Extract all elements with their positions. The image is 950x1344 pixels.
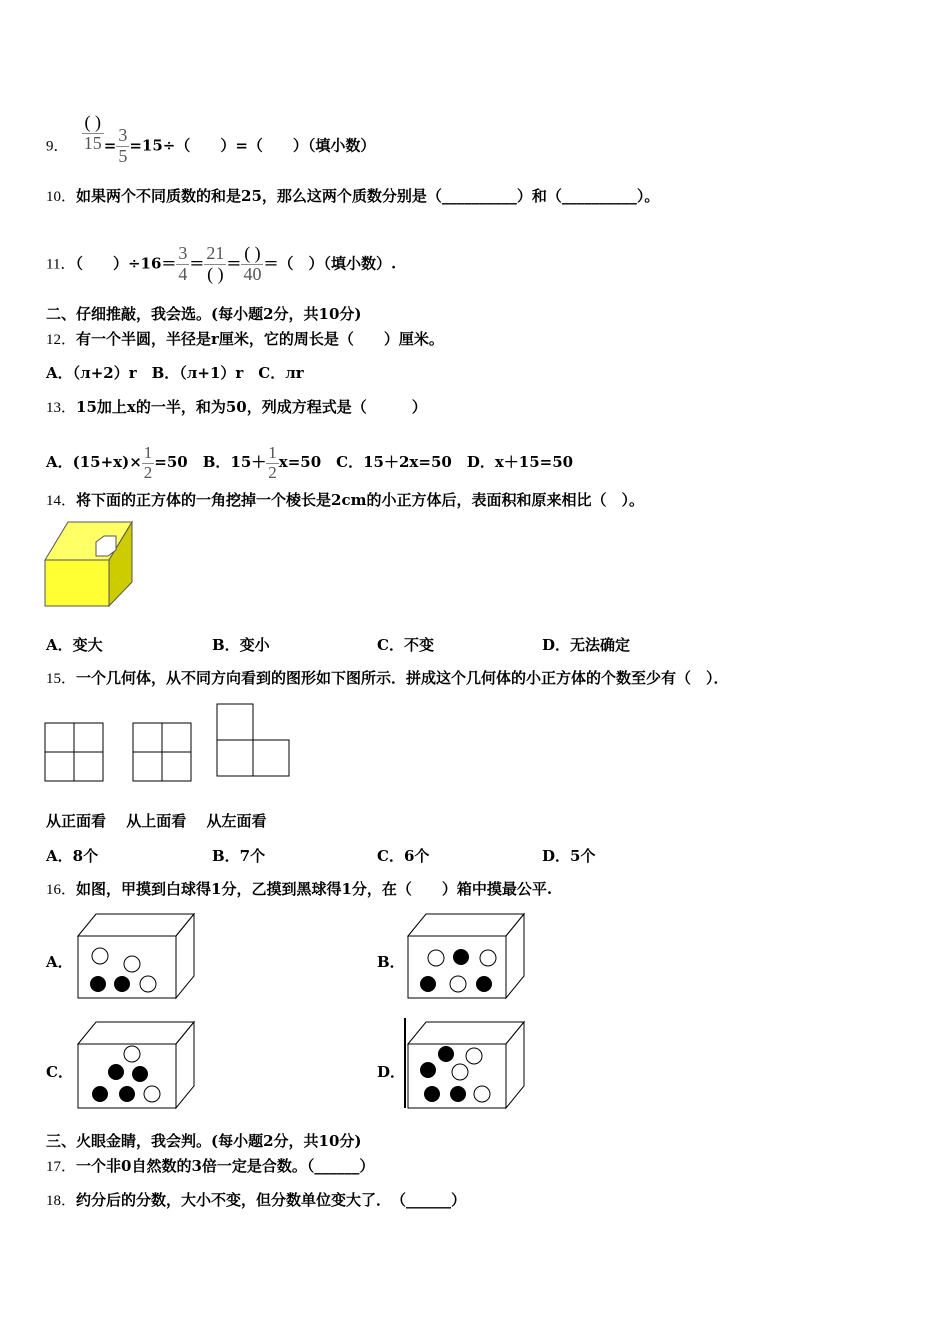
q15-option-d: D．5个: [542, 847, 596, 865]
section-3-heading: 三、火眼金睛，我会判。(每小题2分，共10分): [46, 1132, 362, 1150]
black-ball: [420, 1062, 436, 1078]
white-ball: [428, 950, 444, 966]
q16-option-d-label: D．: [377, 1063, 406, 1081]
question-17: 17．一个非0自然数的3倍一定是合数。（______）: [46, 1157, 375, 1175]
question-16: 16．如图，甲摸到白球得1分，乙摸到黑球得1分，在（ ）箱中摸最公平.: [46, 880, 553, 898]
fraction: $\frac{21}{( )}$: [206, 243, 225, 284]
white-ball: [466, 1048, 482, 1064]
question-14: 14．将下面的正方体的一角挖掉一个棱长是2cm的小正方体后，表面积和原来相比（ ）。: [46, 491, 644, 509]
fraction: $\frac{3}{4}$: [178, 243, 188, 284]
front-view-figure: [44, 722, 104, 782]
question-12-options: A．（л+2）r B．（л+1）r C．лr: [46, 364, 304, 382]
q16-option-b-label: B．: [377, 953, 405, 971]
black-ball: [424, 1086, 440, 1102]
black-ball: [453, 949, 469, 965]
white-ball: [124, 1046, 140, 1062]
fraction: $\frac{( )}{15}$: [83, 112, 102, 153]
view-labels: 从正面看 从上面看 从左面看: [46, 812, 267, 830]
q15-option-c: C．6个: [377, 847, 430, 865]
question-13: 13．15加上x的一半，和为50，列成方程式是（ ）: [46, 398, 427, 416]
black-ball: [119, 1086, 135, 1102]
question-9: 9． $\frac{( )}{15}$ = $\frac{3}{5}$ =15÷（ ）=（ ）（填小数）: [46, 112, 376, 166]
black-ball: [476, 976, 492, 992]
black-ball: [114, 976, 130, 992]
box-a-figure: [76, 912, 196, 1000]
box-b-figure: [406, 912, 526, 1000]
black-ball: [90, 976, 106, 992]
white-ball: [140, 976, 156, 992]
black-ball: [438, 1046, 454, 1062]
white-ball: [474, 1086, 490, 1102]
q15-option-b: B．7个: [212, 847, 266, 865]
black-ball: [92, 1086, 108, 1102]
top-view-figure: [132, 722, 192, 782]
box-d-figure: [402, 1018, 526, 1110]
q15-option-a: A．8个: [46, 847, 99, 865]
question-12: 12．有一个半圆，半径是r厘米，它的周长是（ ）厘米。: [46, 330, 444, 348]
q14-option-b: B．变小: [212, 636, 270, 654]
black-ball: [420, 976, 436, 992]
white-ball: [480, 950, 496, 966]
cube-front-face: [45, 560, 109, 606]
black-ball: [450, 1086, 466, 1102]
fraction: $\frac{3}{5}$: [118, 125, 128, 166]
left-view-figure: [216, 703, 290, 777]
fraction-half: $\frac{1}{2}$: [143, 443, 153, 482]
section-2-heading: 二、仔细推敲，我会选。(每小题2分，共10分): [46, 305, 362, 323]
question-11: 11．（ ）÷16＝ $\frac{3}{4}$ ＝ $\frac{21}{( )}$ ＝ $\frac{( )}{40}$ ＝（ ）（填小数）.: [46, 243, 397, 284]
white-ball: [124, 956, 140, 972]
white-ball: [452, 1064, 468, 1080]
q16-option-a-label: A．: [46, 953, 73, 971]
white-ball: [450, 976, 466, 992]
q14-option-a: A．变大: [46, 636, 103, 654]
question-15: 15．一个几何体，从不同方向看到的图形如下图所示．拼成这个几何体的小正方体的个数至少有（ ）．: [46, 669, 729, 687]
fraction: $\frac{( )}{40}$: [243, 243, 262, 284]
black-ball: [108, 1064, 124, 1080]
white-ball: [92, 948, 108, 964]
cube-figure: [44, 520, 134, 608]
q14-option-d: D．无法确定: [542, 636, 631, 654]
box-c-figure: [76, 1020, 196, 1110]
question-10: 10．如果两个不同质数的和是25，那么这两个质数分别是（__________）和（__________）。: [46, 187, 660, 205]
q16-option-c-label: C．: [46, 1063, 73, 1081]
q14-option-c: C．不变: [377, 636, 434, 654]
question-13-options: A．(15+x)× $\frac{1}{2}$ =50 B．15＋ $\frac{1}{2}$ x=50 C．15＋2x=50 D．x＋15=50: [46, 443, 574, 482]
fraction-half: $\frac{1}{2}$: [268, 443, 277, 482]
black-ball: [132, 1066, 148, 1082]
white-ball: [144, 1086, 160, 1102]
question-18: 18．约分后的分数，大小不变，但分数单位变大了． （______）: [46, 1191, 467, 1209]
